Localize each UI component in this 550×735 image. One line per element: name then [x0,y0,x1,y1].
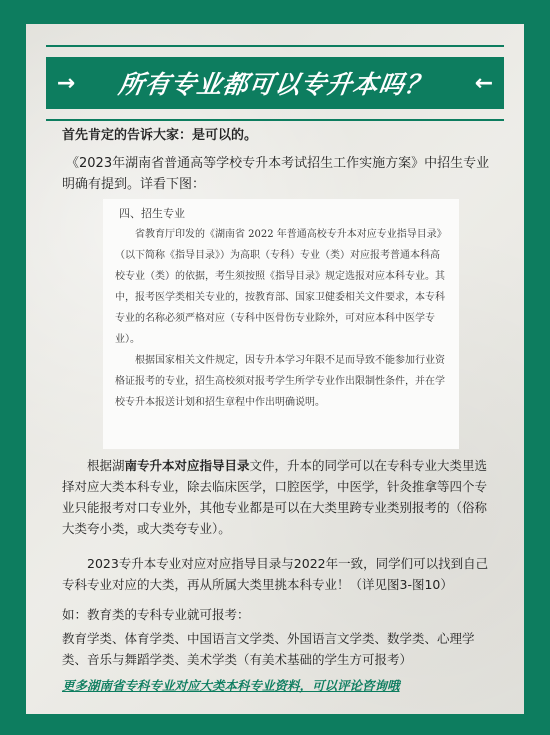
arrow-left-icon: ← [474,70,494,96]
title-banner [46,57,504,109]
intro-line: 《2023年湖南省普通高等学校专升本考试招生工作实施方案》中招生专业明确有提到。详看下图： [62,156,490,192]
guide-bold: 南专升本对应指导目录 [124,458,250,473]
document-excerpt [103,199,459,449]
arrow-right-icon: → [56,70,76,96]
footer-consult-link[interactable]: 更多湖南省专科专业对应大类本科专业资料，可以评论咨询哦 [62,678,400,693]
bottom-rule [46,119,504,121]
document-paragraph-1: 省教育厅印发的《湖南省 2022 年普通高校专升本对应专业指导目录》（以下简称《指导目录》）为高职（专科）专业（类）对应报考普通本科高校专业（类）的依据，考生须按照《指导目录》规定选报对应本科专业。其中，报考医学类相关专业的，按教育部、国家卫健委相关文件要求，本专科专业的名称必须严格对应（专科中医骨伤专业除外，可对应本科中医学专业）。 [115,229,447,345]
example-lead: 如：教育类的专科专业就可报考： [62,607,250,622]
intro-lead: 首先肯定的告诉大家：是可以的。 [62,128,258,143]
guide-paragraph [62,455,490,539]
top-rule [46,45,504,47]
guide-pre: 根据湖 [87,458,125,473]
page-title: 所有专业都可以专升本吗？ [116,70,433,99]
paragraph-2023: 2023专升本专业对应对应指导目录与2022年一致，同学们可以找到自己专科专业对应的大类，再从所属大类里挑本科专业！（详见图3-图10） [62,556,489,592]
document-paragraph-2: 根据国家相关文件规定，因专升本学习年限不足而导致不能参加行业资格证报考的专业，招生高校须对报考学生所学专业作出限制性条件，并在学校专升本报送计划和招生章程中作出明确说明。 [115,355,445,408]
guide-post: 文件，升本的同学可以在专科专业大类里选择对应大类本科专业，除去临床医学，口腔医学，中医学，针灸推拿等四个专业只能报考对口专业外，其他专业都是可以在大类里跨专业类别报考的（俗称大类夸小类，或大类夸专业）。 [62,458,488,536]
document-heading: 四、招生专业 [119,207,185,220]
example-list: 教育学类、体育学类、中国语言文学类、外国语言文学类、数学类、心理学类、音乐与舞蹈学类、美术学类（有美术基础的学生方可报考） [62,631,475,667]
